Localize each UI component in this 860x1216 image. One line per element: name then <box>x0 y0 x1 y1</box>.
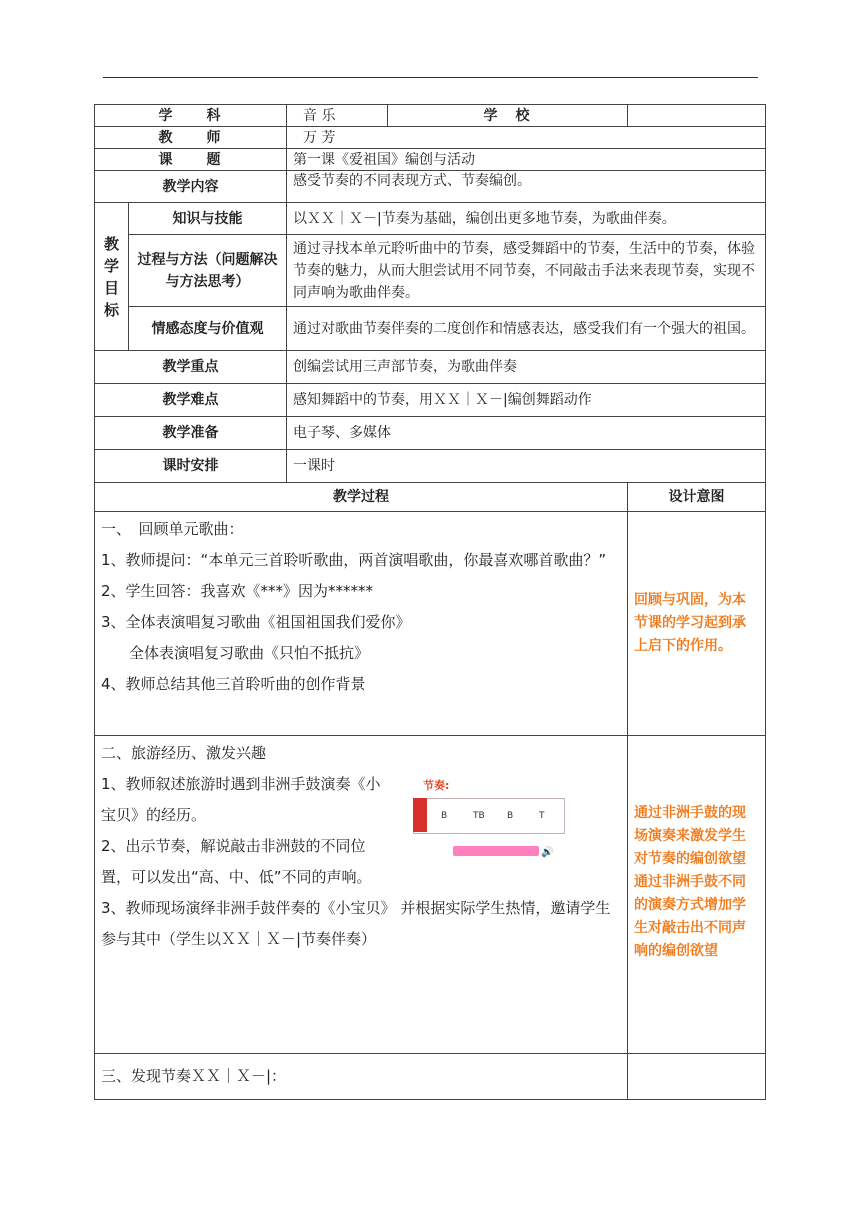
time-value: 一课时 <box>287 450 766 483</box>
section-3 <box>95 1054 628 1100</box>
lesson-plan-table <box>94 104 766 1100</box>
rhythm-image <box>413 776 573 876</box>
topic-label: 课 题 <box>95 149 287 171</box>
section-1-intent: 回顾与巩固，为本节课的学习起到承上启下的作用。 <box>628 512 766 736</box>
subject-label: 学 科 <box>95 105 287 127</box>
process-header: 教学过程 <box>95 483 628 512</box>
emotion-label: 情感态度与价值观 <box>129 307 287 351</box>
process-method-value: 通过寻找本单元聆听曲中的节奏，感受舞蹈中的节奏，生活中的节奏，体验节奏的魅力，从而大胆尝试用不同节奏，不同敲击手法来表现节奏，实现不同声响为歌曲伴奏。 <box>287 235 766 307</box>
goals-group-text: 教学目标 <box>103 234 119 319</box>
rhythm-image-title: 节奏: <box>423 779 450 792</box>
school-label: 学 校 <box>388 105 628 127</box>
content-label: 教学内容 <box>95 171 287 203</box>
process-method-label: 过程与方法（问题解决与方法思考） <box>129 235 287 307</box>
goals-group-label <box>95 203 129 351</box>
difficult-value: 感知舞蹈中的节奏，用ＸＸ｜Ｘ－|编创舞蹈动作 <box>287 384 766 417</box>
teacher-value: 万 芳 <box>287 127 766 149</box>
section-1-line: 4、教师总结其他三首聆听曲的创作背景 <box>101 675 366 693</box>
prep-value: 电子琴、多媒体 <box>287 417 766 450</box>
subject-value: 音 乐 <box>287 105 388 127</box>
section-2-line: 二、旅游经历、激发兴趣 <box>101 744 267 762</box>
school-value <box>628 105 766 127</box>
rhythm-label-bar <box>413 798 427 832</box>
knowledge-value: 以ＸＸ｜Ｘ－|节奏为基础，编创出更多地节奏，为歌曲伴奏。 <box>287 203 766 235</box>
section-1-line: 全体表演唱复习歌曲《只怕不抵抗》 <box>129 644 370 662</box>
topic-value: 第一课《爱祖国》编创与活动 <box>287 149 766 171</box>
teacher-label: 教 师 <box>95 127 287 149</box>
section-1-line: 2、学生回答：我喜欢《***》因为****** <box>101 582 374 600</box>
emotion-value: 通过对歌曲节奏伴奏的二度创作和情感表达，感受我们有一个强大的祖国。 <box>287 307 766 351</box>
section-2-line: 1、教师叙述旅游时遇到非洲手鼓演奏《小宝贝》的经历。 <box>101 775 381 824</box>
content-value: 感受节奏的不同表现方式、节奏编创。 <box>287 171 766 203</box>
section-3-intent <box>628 1054 766 1100</box>
rhythm-note: T <box>539 811 545 821</box>
section-3-title: 三、发现节奏ＸＸ｜Ｘ－|： <box>101 1067 287 1085</box>
header-rule <box>103 77 758 78</box>
rhythm-note: TB <box>473 811 485 821</box>
section-2-wrap <box>101 769 393 893</box>
time-label: 课时安排 <box>95 450 287 483</box>
section-1 <box>95 512 628 736</box>
rhythm-note: B <box>507 811 514 821</box>
prep-label: 教学准备 <box>95 417 287 450</box>
play-audio-button[interactable] <box>453 846 539 856</box>
section-2-line: 3、教师现场演绎非洲手鼓伴奏的《小宝贝》 并根据实际学生热情，邀请学生参与其中（学生以ＸＸ｜Ｘ－|节奏伴奏） <box>101 899 611 948</box>
section-2-intent: 通过非洲手鼓的现场演奏来激发学生对节奏的编创欲望 通过非洲手鼓不同的演奏方式增加学生对敲击出不同声响的编创欲望 <box>628 736 766 1054</box>
key-value: 创编尝试用三声部节奏，为歌曲伴奏 <box>287 351 766 384</box>
section-1-line: 3、全体表演唱复习歌曲《祖国祖国我们爱你》 <box>101 613 411 631</box>
section-1-line: 1、教师提问：“本单元三首聆听歌曲，两首演唱歌曲，你最喜欢哪首歌曲？” <box>101 551 607 569</box>
speaker-icon: 🔊 <box>541 847 554 858</box>
key-label: 教学重点 <box>95 351 287 384</box>
intent-header: 设计意图 <box>628 483 766 512</box>
section-2-line: 2、出示节奏，解说敲击非洲鼓的不同位置，可以发出“高、中、低”不同的声响。 <box>101 837 372 886</box>
rhythm-note: B <box>441 811 448 821</box>
section-2 <box>95 736 628 1054</box>
difficult-label: 教学难点 <box>95 384 287 417</box>
knowledge-label: 知识与技能 <box>129 203 287 235</box>
section-1-line: 一、 回顾单元歌曲： <box>101 520 244 538</box>
